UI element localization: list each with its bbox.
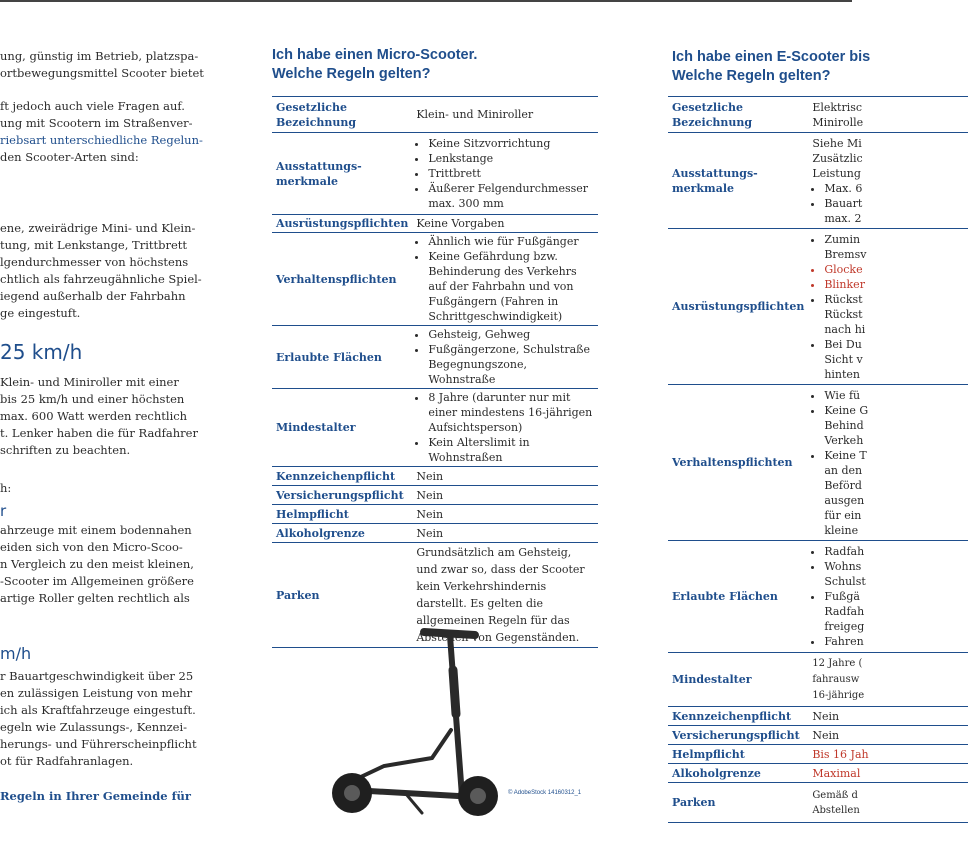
list-item: • 8 Jahre (darunter nur mit einer mindestens 16-jährigen Aufsichtsperson) [428, 390, 594, 435]
table-row: Alkoholgrenze Maximal [668, 764, 968, 783]
table-row: Mindestalter 12 Jahre ( fahrausw 16-jährige [668, 653, 968, 707]
left-paragraph-6: ahrzeuge mit einem bodennahen eiden sich von den Micro-Scoo- n Vergleich zu den meist kleinen, -Scooter im Allgemeinen größere artige Roller gelten rechtlich als [0, 523, 194, 605]
left-paragraph-5: h: [0, 481, 12, 495]
left-heading-25kmh: 25 km/h [0, 340, 83, 364]
list-item: • Blinker [824, 277, 964, 292]
table-row: Verhaltenspflichten • Ähnlich wie für Fußgänger • Keine Gefährdung bzw. Behinderung des Verkehrs auf der Fahrbahn und von Fußgängern (Fahren in Schrittgeschwindigkeit) [272, 233, 598, 326]
e-scooter-title: Ich habe einen E-Scooter bis Welche Regeln gelten? [672, 49, 871, 84]
list-item: • Kein Alterslimit in Wohnstraßen [428, 435, 594, 465]
left-paragraph-1: ung, günstig im Betrieb, platzspa- ortbewegungsmittel Scooter bietet [0, 49, 204, 80]
table-row: Gesetzliche Bezeichnung Klein- und Miniroller [272, 97, 598, 133]
table-row: Gesetzliche Bezeichnung Elektrisc Minirolle [668, 97, 968, 133]
left-heading-2: r [0, 502, 7, 520]
table-row: Parken Grundsätzlich am Gehsteig, und zwar so, dass der Scooter kein Verkehrshindernis darstellt. Es gelten die allgemeinen Regeln für das Abstellen von Gegenständen. [272, 543, 598, 648]
scooter-illustration [322, 618, 512, 828]
table-row: Helmpflicht Bis 16 Jah [668, 745, 968, 764]
table-row: Mindestalter • 8 Jahre (darunter nur mit einer mindestens 16-jährigen Aufsichtsperson) • Kein Alterslimit in Wohnstraßen [272, 389, 598, 467]
table-row: Ausrüstungspflichten Keine Vorgaben [272, 215, 598, 233]
table-row: Erlaubte Flächen • Radfah • Wohns Schulst • Fußgä Radfah freigeg • Fahren [668, 541, 968, 653]
list-item: • Ähnlich wie für Fußgänger [428, 234, 594, 249]
list-item: • Zumin Bremsv [824, 232, 964, 262]
micro-scooter-table [272, 96, 598, 648]
table-row: Alkoholgrenze Nein [272, 524, 598, 543]
list-item: • Glocke [824, 262, 964, 277]
image-credit: © AdobeStock 14160312_1 [508, 790, 582, 796]
left-paragraph-4: Klein- und Miniroller mit einer bis 25 km/h und einer höchsten max. 600 Watt werden rechtlich t. Lenker haben die für Radfahrer schriften zu beachten. [0, 375, 198, 457]
table-row: Ausstattungs- merkmale • Keine Sitzvorrichtung • Lenkstange • Trittbrett • Äußerer Felgendurchmesser max. 300 mm [272, 133, 598, 215]
list-item: • Fußgä Radfah freigeg [824, 589, 964, 634]
left-column [0, 0, 205, 852]
list-item: • Gehsteig, Gehweg [428, 327, 594, 342]
table-row: Verhaltenspflichten • Wie fü • Keine G Behind Verkeh • Keine T an den Beförd ausgen für ein kleine [668, 385, 968, 541]
left-paragraph-3: ene, zweirädrige Mini- und Klein- tung, mit Lenkstange, Trittbrett lgendurchmesser von höchstens chtlich als fahrzeugähnliche Spiel- iegend außerhalb der Fahrbahn ge eingestuft. [0, 221, 202, 320]
table-row: Ausstattungs- merkmale Siehe Mi Zusätzlic Leistung • Max. 6 • Bauart max. 2 [668, 133, 968, 229]
list-item: • Keine Sitzvorrichtung [428, 136, 594, 151]
list-item: • Lenkstange [428, 151, 594, 166]
micro-scooter-title: Ich habe einen Micro-Scooter. Welche Regeln gelten? [272, 47, 478, 82]
frame [348, 730, 451, 783]
list-item: • Fahren [824, 634, 964, 649]
left-paragraph-2: ft jedoch auch viele Fragen auf. ung mit Scootern im Straßenver- riebsart unterschiedliche Regelun- den Scooter-Arten sind: [0, 99, 203, 164]
list-item: • Fußgängerzone, Schulstraße Begegnungszone, Wohnstraße [428, 342, 594, 387]
e-scooter-table [668, 96, 968, 823]
table-row: Versicherungspflicht Nein [272, 486, 598, 505]
list-item: • Wohns Schulst [824, 559, 964, 589]
list-item: • Wie fü [824, 388, 964, 403]
table-row: Kennzeichenpflicht Nein [272, 467, 598, 486]
list-item: • Keine Gefährdung bzw. Behinderung des Verkehrs auf der Fahrbahn und von Fußgängern (Fahren in Schrittgeschwindigkeit) [428, 249, 594, 324]
list-item: • Bauart max. 2 [824, 196, 964, 226]
list-item: • Bei Du Sicht v hinten [824, 337, 964, 382]
e-scooter-table-viewport [668, 96, 869, 836]
left-paragraph-7: r Bauartgeschwindigkeit über 25 en zulässigen Leistung von mehr ich als Kraftfahrzeuge eingestuft. egeln wie Zulassungs-, Kennzei- herungs- und Führerscheinpflicht ot für Radfahranlagen. [0, 669, 197, 768]
table-row: Parken Gemäß d Abstellen [668, 783, 968, 823]
list-item: • Max. 6 [824, 181, 964, 196]
kickstand [406, 794, 422, 813]
table-row: Helmpflicht Nein [272, 505, 598, 524]
left-heading-3: m/h [0, 644, 32, 663]
list-item: • Äußerer Felgendurchmesser max. 300 mm [428, 181, 594, 211]
left-footer: Regeln in Ihrer Gemeinde für [0, 789, 191, 803]
list-item: • Keine T an den Beförd ausgen für ein kleine [824, 448, 964, 538]
list-item: • Trittbrett [428, 166, 594, 181]
table-row: Ausrüstungspflichten • Zumin Bremsv • Glocke • Blinker • Rückst Rückst nach hi • Bei Du Sicht v hinten [668, 229, 968, 385]
table-row: Erlaubte Flächen • Gehsteig, Gehweg • Fußgängerzone, Schulstraße Begegnungszone, Wohnstraße [272, 326, 598, 389]
list-item: • Radfah [824, 544, 964, 559]
list-item: • Keine G Behind Verkeh [824, 403, 964, 448]
table-row: Versicherungspflicht Nein [668, 726, 968, 745]
table-row: Kennzeichenpflicht Nein [668, 707, 968, 726]
list-item: • Rückst Rückst nach hi [824, 292, 964, 337]
